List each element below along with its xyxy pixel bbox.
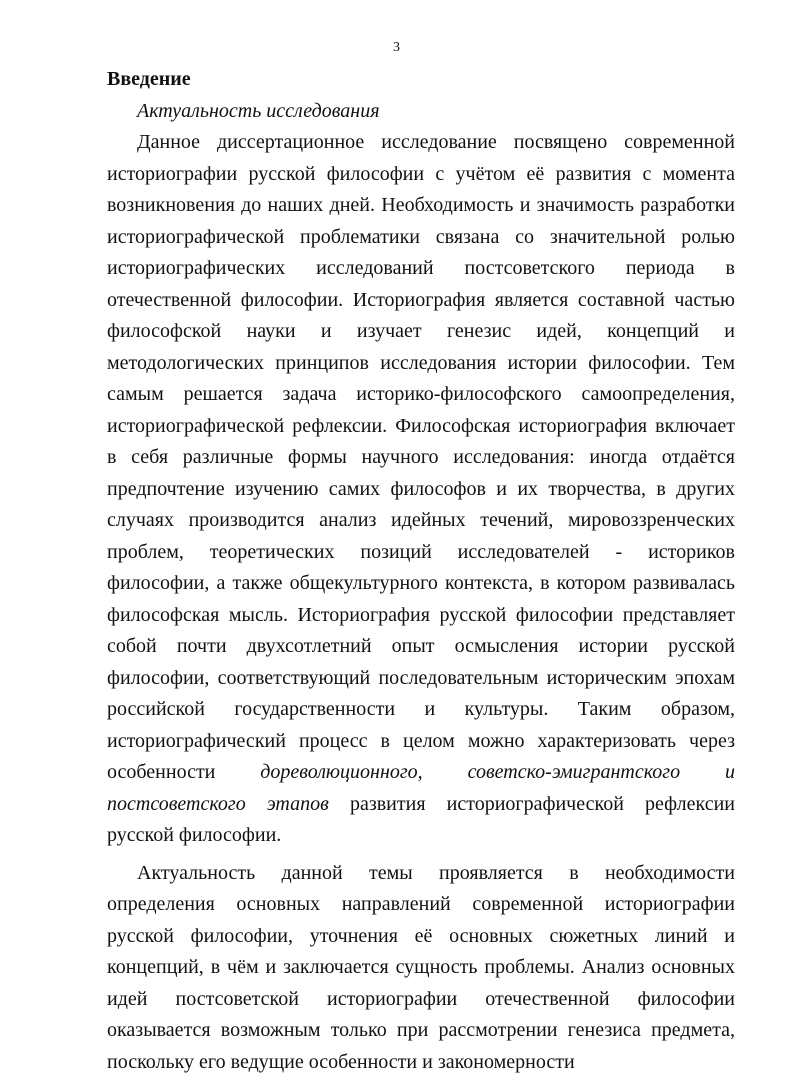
paragraph-1-text-end: развития историографической рефлексии русской философии. — [107, 792, 735, 846]
page-number: 3 — [393, 40, 400, 55]
paragraph-1-italic-phrase: дореволюционного, советско-эмигрантского и постсоветского этапов — [107, 761, 735, 815]
document-body — [107, 64, 735, 1078]
paragraph-1-text-start: Данное диссертационное исследование посвящено современной историографии русской философии с учётом её развития с момента возникновения до наших дней. Необходимость и значимость разработки историографической проблематики связана со значительной ролью историографических исследований постсоветского периода в отечественной философии. Историография является составной частью философской науки и изучает генезис идей, концепций и методологических принципов исследования истории философии. Тем самым решается задача историко-философского самоопределения, историографической рефлексии. Философская историография включает в себя различные формы научного исследования: иногда отдаётся предпочтение изучению самих философов и их творчества, в других случаях производится анализ идейных течений, мировоззренческих проблем, теоретических позиций исследователей - историков философии, а также общекультурного контекста, в котором развивалась философская мысль. Историография русской философии представляет собой почти двухсотлетний опыт осмысления истории русской философии, соответствующий последовательным историческим эпохам российской государственности и культуры. Таким образом, историографический процесс в целом можно характеризовать через особенности — [107, 131, 735, 783]
section-heading: Введение — [107, 68, 191, 90]
section-subheading: Актуальность исследования — [137, 99, 380, 122]
paragraph-relevance-1 — [107, 127, 735, 852]
paragraph-relevance-2: Актуальность данной темы проявляется в необходимости определения основных направлений современной историографии русской философии, уточнения её основных сюжетных линий и концепций, в чём и заключается сущность проблемы. Анализ основных идей постсоветской историографии отечественной философии оказывается возможным только при рассмотрении генезиса предмета, поскольку его ведущие особенности и закономерности — [107, 861, 735, 1073]
